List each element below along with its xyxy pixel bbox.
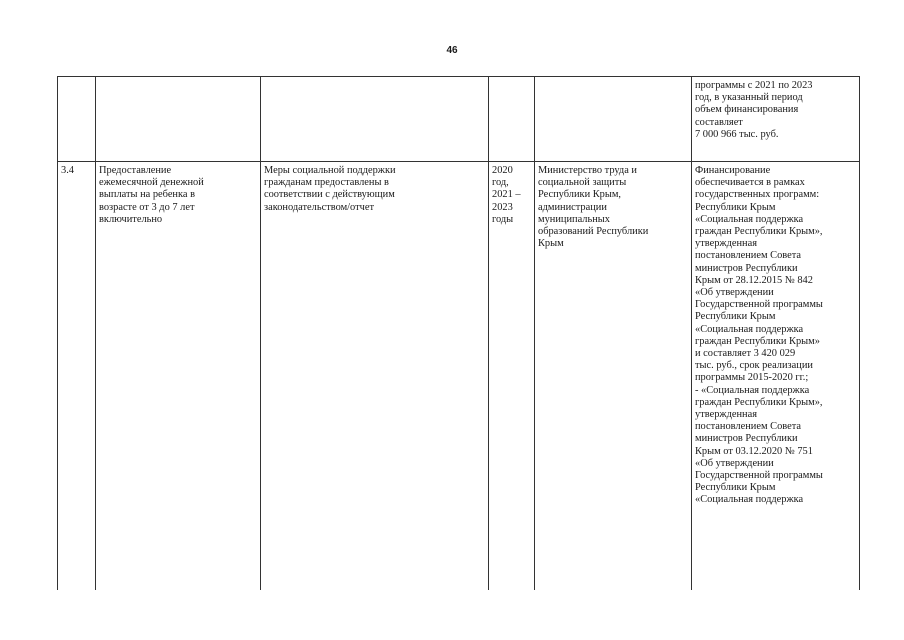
- measure-text: Предоставление ежемесячной денежной выплаты на ребенка в возрасте от 3 до 7 лет включительно: [99, 165, 204, 225]
- row-number: 3.4: [61, 165, 74, 176]
- cell-funding: [692, 162, 860, 591]
- cell-period: [489, 162, 535, 591]
- table-row-continuation: [58, 77, 860, 162]
- page-number: 46: [446, 45, 458, 56]
- cell-number: [58, 162, 96, 591]
- period-text: 2020 год, 2021 – 2023 годы: [492, 165, 521, 225]
- cell-result: [261, 162, 489, 591]
- executor-text: Министерство труда и социальной защиты Республики Крым, администрации муниципальных образований Республики Крым: [538, 165, 649, 250]
- cell-measure: [96, 77, 261, 162]
- cell-result: [261, 77, 489, 162]
- result-text: Меры социальной поддержки гражданам предоставлены в соответствии с действующим законодательством/отчет: [264, 165, 396, 213]
- cell-measure: [96, 162, 261, 591]
- cell-executor: [535, 77, 692, 162]
- cell-executor: [535, 162, 692, 591]
- cell-number: [58, 77, 96, 162]
- funding-continuation-text: программы с 2021 по 2023 год, в указанный период объем финансирования составляет 7 000 966 тыс. руб.: [695, 80, 813, 140]
- table-row-3-4: [58, 162, 860, 591]
- cell-funding: [692, 77, 860, 162]
- measures-table: [57, 76, 860, 590]
- funding-text: Финансирование обеспечивается в рамках государственных программ: Республики Крым «Социальная поддержка граждан Республики Крым», утвержденная постановлением Совета министров Республики Крым от 28.12.2015 № 842 «Об утверждении Государственной программы Республики Крым «Социальная поддержка граждан Республики Крым» и составляет 3 420 029 тыс. руб., срок реализации программы 2015-2020 гг.; - «Социальная поддержка граждан Республики Крым», утвержденная постановлением Совета министров Республики Крым от 03.12.2020 № 751 «Об утверждении Государственной программы Республики Крым «Социальная поддержка: [695, 165, 823, 506]
- cell-period: [489, 77, 535, 162]
